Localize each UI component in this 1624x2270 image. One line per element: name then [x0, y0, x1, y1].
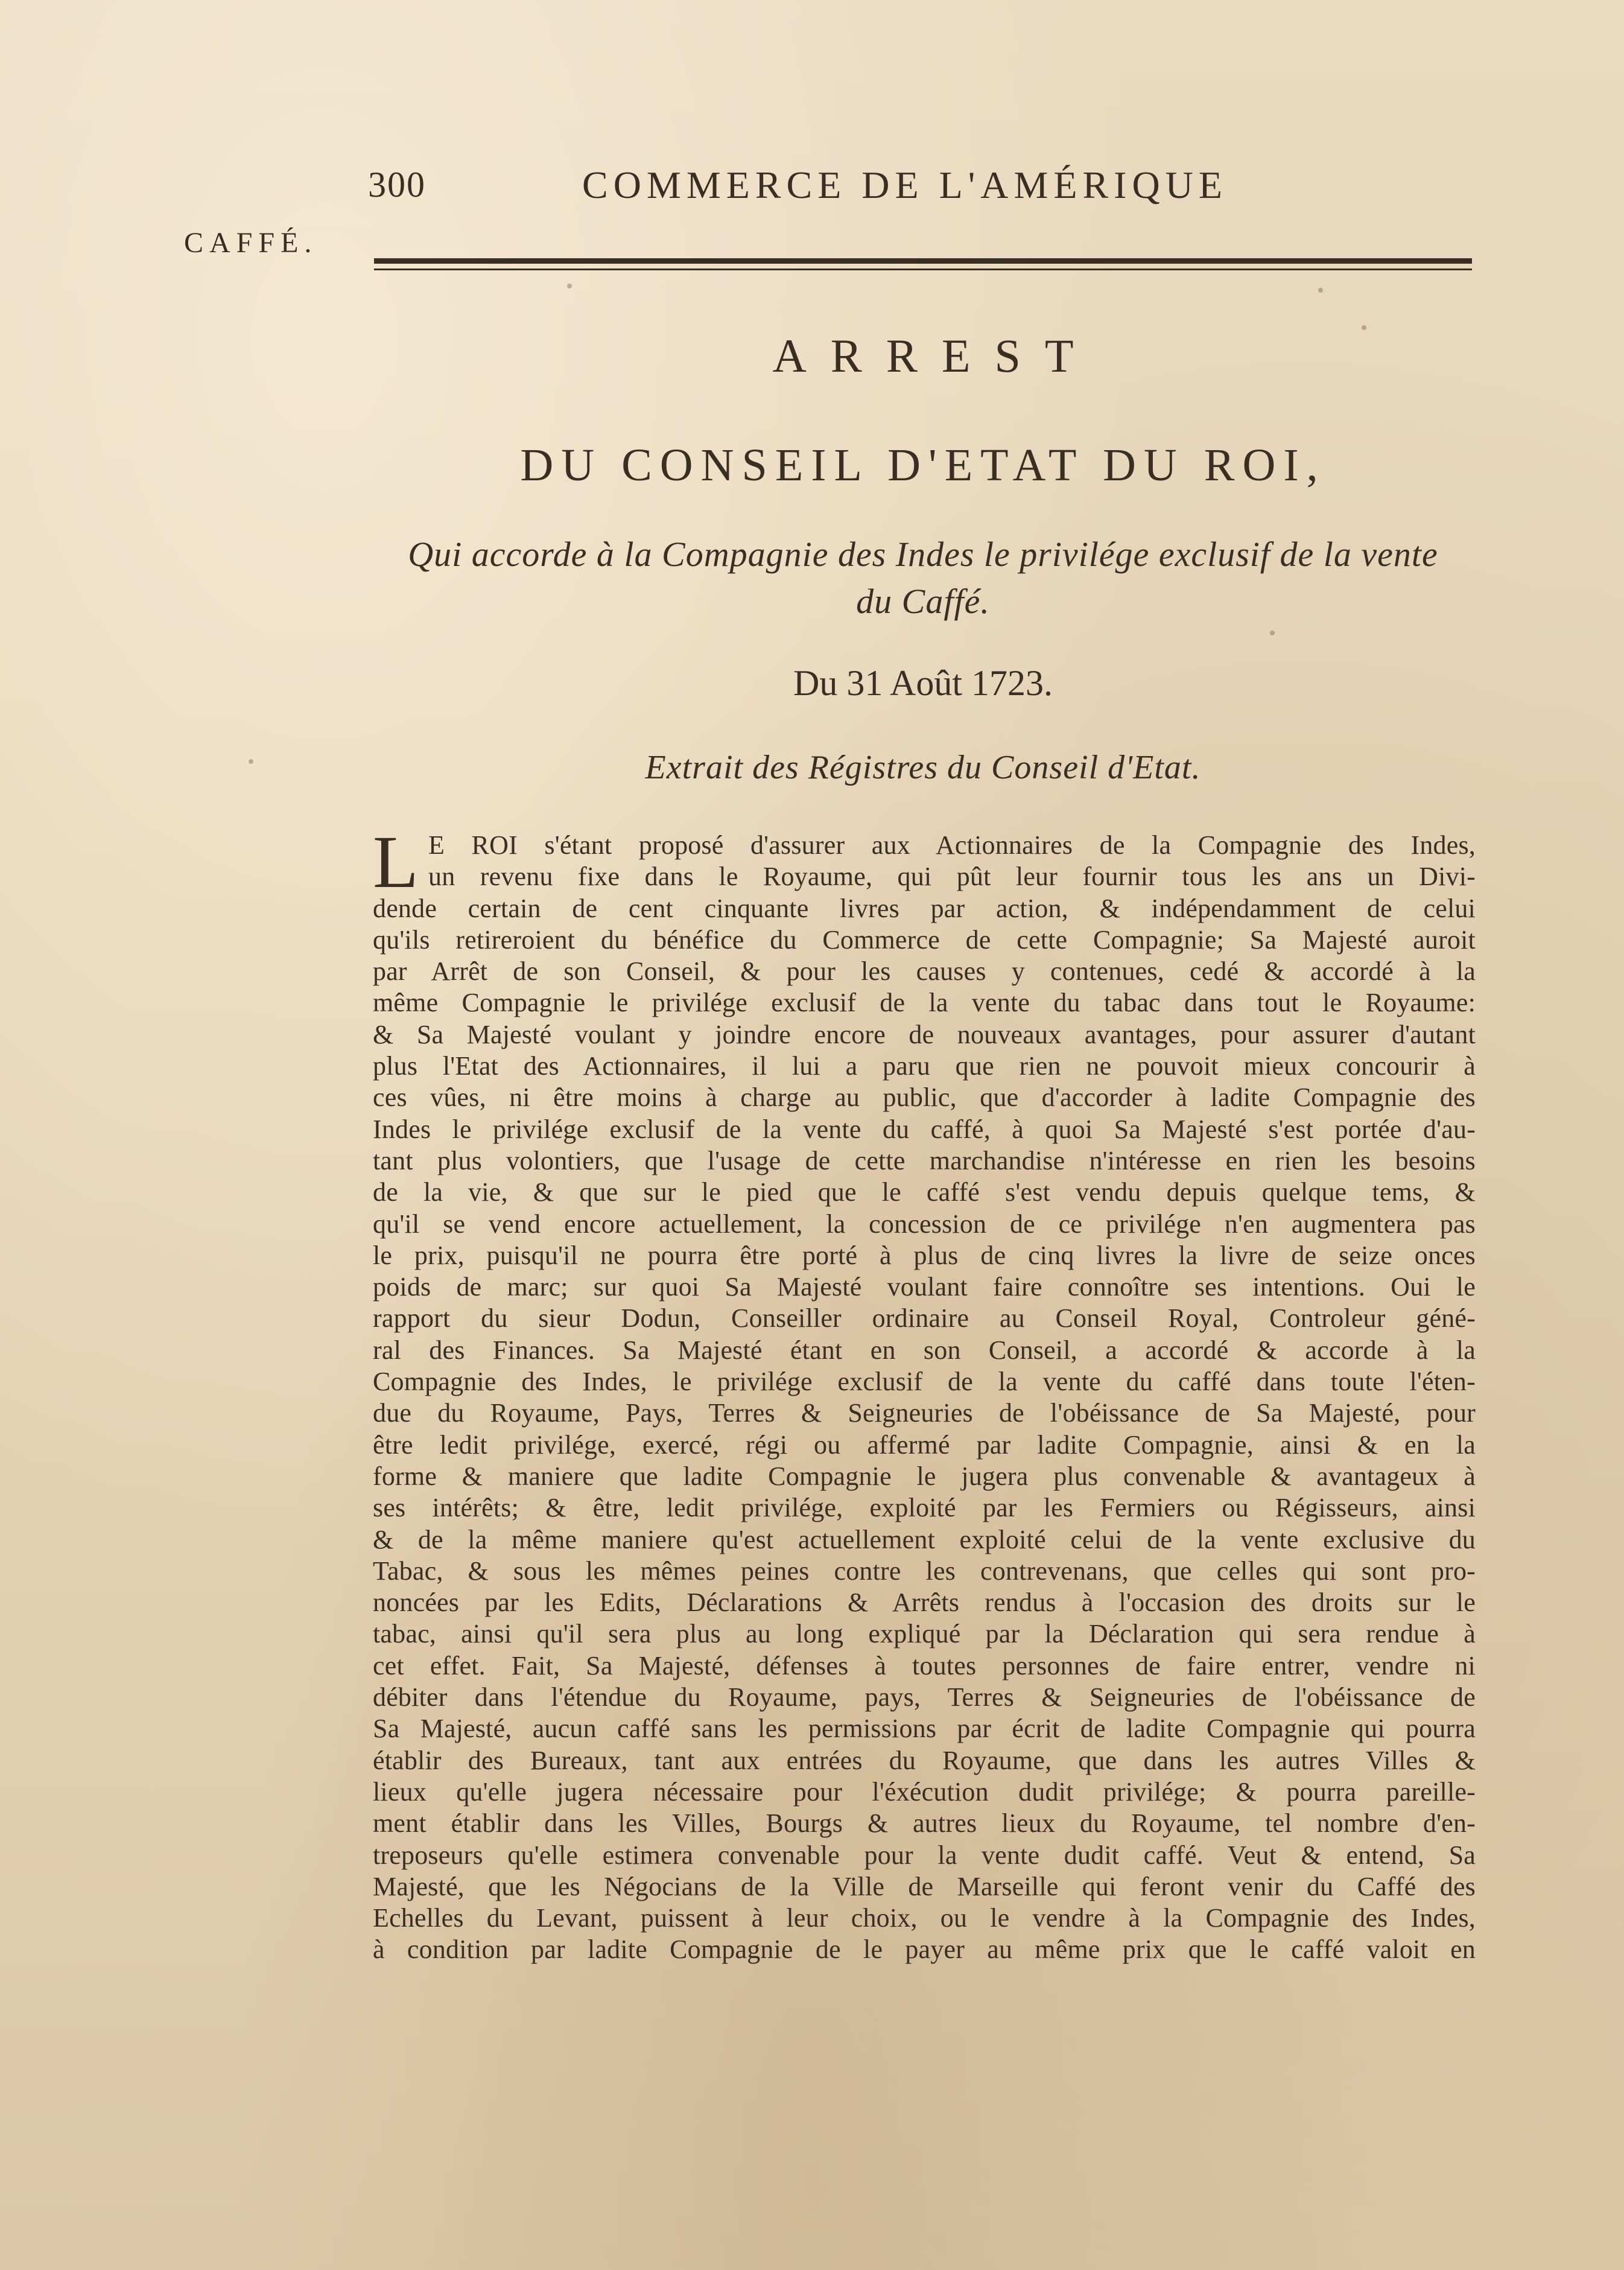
page-number: 300 [368, 165, 426, 205]
running-head [368, 158, 1394, 212]
body-line: plus l'Etat des Actionnaires, il lui a paru que rien ne pouvoit mieux concourir à [373, 1051, 1476, 1081]
extract-heading: Extrait des Régistres du Conseil d'Etat. [645, 749, 1201, 786]
document-title: ARREST [772, 329, 1098, 382]
body-line: un revenu fixe dans le Royaume, qui pût leur fournir tous les ans un Divi- [428, 862, 1476, 892]
body-line: le prix, puisqu'il ne pourra être porté à plus de cinq livres la livre de seize onces [373, 1240, 1476, 1270]
description-line-2: du Caffé. [856, 582, 990, 621]
body-line: poids de marc; sur quoi Sa Majesté voulant faire connoître ses intentions. Oui le [373, 1272, 1476, 1302]
body-line: établir des Bureaux, tant aux entrées du Royaume, que dans les autres Villes & [373, 1745, 1476, 1775]
body-line: dende certain de cent cinquante livres par action, & indépendamment de celui [373, 893, 1476, 923]
body-line: E ROI s'étant proposé d'assurer aux Actionnaires de la Compagnie des Indes, [428, 830, 1476, 860]
ink-speck [1270, 631, 1275, 635]
margin-note: CAFFÉ. [184, 227, 318, 259]
body-line: même Compagnie le privilége exclusif de la vente du tabac dans tout le Royaume: [373, 988, 1476, 1018]
body-line: lieux qu'elle jugera nécessaire pour l'éxécution dudit privilége; & pourra pareille- [373, 1776, 1476, 1807]
body-line: forme & maniere que ladite Compagnie le jugera plus convenable & avantageux à [373, 1461, 1476, 1491]
body-text [373, 821, 1476, 1966]
header-rule-thin [374, 269, 1472, 270]
body-line: tant plus volontiers, que l'usage de cette marchandise n'intéresse en rien les besoins [373, 1145, 1476, 1175]
description-line-1: Qui accorde à la Compagnie des Indes le privilége exclusif de la vente [408, 535, 1438, 574]
header-rule-thick [374, 258, 1472, 264]
body-line: être ledit privilége, exercé, régi ou affermé par ladite Compagnie, ainsi & en la [373, 1429, 1476, 1460]
body-line: cet effet. Fait, Sa Majesté, défenses à toutes personnes de faire entrer, vendre ni [373, 1650, 1476, 1680]
ink-speck [567, 284, 572, 288]
document-subtitle-authority: DU CONSEIL D'ETAT DU ROI, [520, 440, 1326, 491]
body-line: ces vûes, ni être moins à charge au public, que d'accorder à ladite Compagnie des [373, 1083, 1476, 1113]
body-line: rapport du sieur Dodun, Conseiller ordinaire au Conseil Royal, Controleur géné- [373, 1303, 1476, 1334]
body-line: à condition par ladite Compagnie de le payer au même prix que le caffé valoit en [373, 1935, 1476, 1965]
drop-cap: L [373, 821, 419, 903]
body-line: ral des Finances. Sa Majesté étant en son Conseil, a accordé & accorde à la [373, 1335, 1476, 1365]
body-line: Compagnie des Indes, le privilége exclusif de la vente du caffé dans toute l'éten- [373, 1367, 1476, 1397]
body-line: par Arrêt de son Conseil, & pour les causes y contenues, cedé & accordé à la [373, 956, 1476, 987]
body-line: qu'ils retireroient du bénéfice du Commerce de cette Compagnie; Sa Majesté auroit [373, 924, 1476, 955]
ink-speck [1318, 288, 1323, 293]
body-line: noncées par les Edits, Déclarations & Arrêts rendus à l'occasion des droits sur le [373, 1588, 1476, 1618]
document-date: Du 31 Août 1723. [793, 663, 1053, 703]
body-line: de la vie, & que sur le pied que le caffé s'est vendu depuis quelque tems, & [373, 1177, 1476, 1207]
body-line: débiter dans l'étendue du Royaume, pays, Terres & Seigneuries de l'obéissance de [373, 1682, 1476, 1712]
ink-speck [249, 759, 253, 764]
body-line: Tabac, & sous les mêmes peines contre les contrevenans, que celles qui sont pro- [373, 1556, 1476, 1586]
document-description [374, 531, 1472, 625]
running-title: COMMERCE DE L'AMÉRIQUE [582, 164, 1228, 206]
body-line: Sa Majesté, aucun caffé sans les permissions par écrit de ladite Compagnie qui pourra [373, 1714, 1476, 1744]
body-line: Indes le privilége exclusif de la vente du caffé, à quoi Sa Majesté s'est portée d'au- [373, 1114, 1476, 1144]
body-line: & Sa Majesté voulant y joindre encore de nouveaux avantages, pour assurer d'autant [373, 1019, 1476, 1049]
body-line: qu'il se vend encore actuellement, la concession de ce privilége n'en augmentera pas [373, 1209, 1476, 1239]
body-line: treposeurs qu'elle estimera convenable pour la vente dudit caffé. Veut & entend, Sa [373, 1840, 1476, 1870]
body-line: Majesté, que les Négocians de la Ville de Marseille qui feront venir du Caffé des [373, 1871, 1476, 1901]
body-line: & de la même maniere qu'est actuellement exploité celui de la vente exclusive du [373, 1524, 1476, 1554]
body-line: Echelles du Levant, puissent à leur choix, ou le vendre à la Compagnie des Indes, [373, 1903, 1476, 1933]
body-line: due du Royaume, Pays, Terres & Seigneuries de l'obéissance de Sa Majesté, pour [373, 1398, 1476, 1428]
body-line: ment établir dans les Villes, Bourgs & autres lieux du Royaume, tel nombre d'en- [373, 1808, 1476, 1839]
body-line: tabac, ainsi qu'il sera plus au long expliqué par la Déclaration qui sera rendue à [373, 1619, 1476, 1649]
body-line: ses intérêts; & être, ledit privilége, exploité par les Fermiers ou Régisseurs, ainsi [373, 1493, 1476, 1523]
